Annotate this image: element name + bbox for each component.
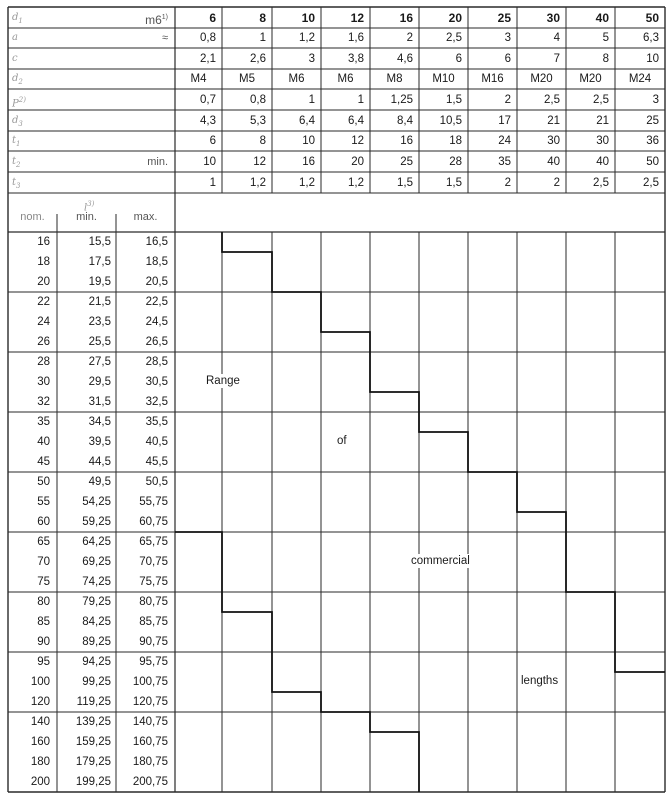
length-min: 59,25 <box>82 516 111 528</box>
value-cell: 10 <box>646 52 659 65</box>
value-cell: 6 <box>455 52 462 65</box>
length-nom: 32 <box>37 396 50 408</box>
length-min: 89,25 <box>82 636 111 648</box>
range-label-of: of <box>334 434 350 448</box>
length-max: 60,75 <box>139 516 168 528</box>
value-cell: 12 <box>350 10 364 25</box>
value-cell: M4 <box>190 73 207 85</box>
length-nom: 18 <box>37 256 50 268</box>
value-cell: 1,2 <box>299 32 315 44</box>
value-cell: 18 <box>449 135 462 147</box>
value-cell: 2,6 <box>250 52 266 65</box>
length-nom: 180 <box>30 756 50 768</box>
row-symbol <box>12 49 18 69</box>
length-max: 28,5 <box>145 356 168 368</box>
value-cell: 24 <box>498 135 511 147</box>
value-cell: 1 <box>357 93 364 106</box>
value-cell: 3 <box>652 93 659 106</box>
value-cell: M24 <box>628 73 652 85</box>
value-cell: 1 <box>259 32 266 44</box>
length-min: 84,25 <box>82 616 111 628</box>
value-cell: 10 <box>203 155 216 168</box>
value-cell: 8 <box>259 10 266 25</box>
value-cell: 1,6 <box>348 32 364 44</box>
length-nom: 22 <box>37 296 50 308</box>
value-cell: 2,5 <box>593 93 609 106</box>
value-cell: M10 <box>432 73 455 85</box>
length-min: 23,5 <box>88 316 111 328</box>
value-cell: 1,5 <box>397 176 413 189</box>
length-nom: 45 <box>37 456 50 468</box>
value-cell: M6 <box>288 73 305 85</box>
length-min: 29,5 <box>88 376 111 388</box>
value-cell: 1,25 <box>390 93 413 106</box>
value-cell: 12 <box>253 155 266 168</box>
symbol-subscript: 1 <box>16 140 21 148</box>
length-nom: 28 <box>37 356 50 368</box>
length-max: 24,5 <box>145 316 168 328</box>
value-cell: 6,4 <box>348 114 364 127</box>
row-qualifier <box>60 28 168 48</box>
length-max: 30,5 <box>145 376 168 388</box>
length-nom: 95 <box>37 656 50 668</box>
value-cell: 1 <box>209 176 216 189</box>
value-cell: 5,3 <box>250 114 266 127</box>
length-min: 179,25 <box>75 756 111 768</box>
symbol-subscript: 3 <box>18 119 23 128</box>
value-cell: 25 <box>646 114 659 127</box>
length-min: 74,25 <box>82 576 111 588</box>
value-cell: 4,6 <box>397 52 413 65</box>
symbol-subscript: 3 <box>16 181 21 190</box>
length-max: 85,75 <box>139 616 168 628</box>
value-cell: M20 <box>530 73 553 85</box>
length-min: 27,5 <box>88 356 111 368</box>
value-cell: 6 <box>209 135 216 147</box>
value-cell: 36 <box>646 135 659 147</box>
length-max: 70,75 <box>139 556 168 568</box>
length-max: 120,75 <box>132 696 168 708</box>
col-header-min: min. <box>76 211 97 223</box>
value-cell: M20 <box>579 73 602 85</box>
length-max: 35,5 <box>145 416 168 428</box>
length-nom: 50 <box>37 476 50 488</box>
row-qualifier <box>60 8 168 30</box>
length-min: 54,25 <box>82 496 111 508</box>
value-cell: 5 <box>602 32 609 44</box>
range-lower-step-line <box>175 532 419 792</box>
value-cell: 2,1 <box>200 52 216 65</box>
value-cell: 12 <box>351 135 364 147</box>
value-cell: 10 <box>302 135 315 147</box>
length-nom: 75 <box>37 576 50 588</box>
value-cell: 0,8 <box>250 93 266 106</box>
value-cell: 20 <box>351 155 364 168</box>
length-symbol-footnote: 3) <box>87 200 95 208</box>
value-cell: 50 <box>645 10 659 25</box>
range-upper-step-line <box>222 232 665 672</box>
length-max: 20,5 <box>145 276 168 288</box>
length-min: 49,5 <box>88 476 111 488</box>
value-cell: 2 <box>504 93 511 106</box>
value-cell: 1,2 <box>348 176 364 189</box>
value-cell: 8 <box>602 52 609 65</box>
length-max: 90,75 <box>139 636 168 648</box>
value-cell: 40 <box>596 155 609 168</box>
value-cell: 28 <box>449 155 462 168</box>
value-cell: 17 <box>498 114 511 127</box>
value-cell: 40 <box>595 10 609 25</box>
col-header-max: max. <box>133 211 158 223</box>
row-symbol <box>12 152 21 175</box>
length-nom: 160 <box>30 736 50 748</box>
value-cell: 30 <box>546 10 560 25</box>
value-cell: 35 <box>498 155 511 168</box>
value-cell: 3 <box>308 52 315 65</box>
col-header-nom: nom. <box>20 211 45 223</box>
length-min: 34,5 <box>88 416 111 428</box>
qualifier-text: min. <box>147 155 168 168</box>
value-cell: 16 <box>399 10 413 25</box>
value-cell: 0,8 <box>200 32 216 44</box>
value-cell: 2,5 <box>446 32 462 44</box>
symbol-letter: a <box>12 32 18 43</box>
value-cell: 8 <box>259 135 266 147</box>
symbol-footnote: 2) <box>18 95 26 104</box>
length-min: 17,5 <box>88 256 111 268</box>
value-cell: 25 <box>497 10 511 25</box>
length-nom: 90 <box>37 636 50 648</box>
length-nom: 85 <box>37 616 50 628</box>
symbol-subscript: 1 <box>18 16 23 25</box>
value-cell: 8,4 <box>397 114 413 127</box>
value-cell: 2,5 <box>593 176 609 189</box>
length-max: 140,75 <box>132 716 168 728</box>
value-cell: 1,2 <box>299 176 315 189</box>
value-cell: 21 <box>547 114 560 127</box>
length-max: 180,75 <box>132 756 168 768</box>
row-symbol <box>12 173 21 196</box>
value-cell: 1 <box>308 93 315 106</box>
value-cell: 1,5 <box>446 176 462 189</box>
symbol-subscript: 2 <box>16 160 21 169</box>
length-nom: 120 <box>30 696 50 708</box>
value-cell: 30 <box>547 135 560 147</box>
value-cell: 2 <box>406 32 413 44</box>
value-cell: 2 <box>504 176 511 189</box>
symbol-letter: d <box>12 11 19 23</box>
length-nom: 30 <box>37 376 50 388</box>
value-cell: 30 <box>596 135 609 147</box>
value-cell: 6 <box>209 10 216 25</box>
symbol-letter: d <box>12 114 19 126</box>
value-cell: 0,7 <box>200 93 216 106</box>
symbol-letter: t <box>12 135 17 146</box>
value-cell: 25 <box>400 155 413 168</box>
value-cell: 3 <box>504 32 511 44</box>
value-cell: 6,4 <box>299 114 315 127</box>
value-cell: M6 <box>337 73 354 85</box>
value-cell: M8 <box>386 73 403 85</box>
value-cell: 10 <box>301 10 315 25</box>
value-cell: 6,3 <box>643 32 659 44</box>
range-label-range: Range <box>203 374 243 388</box>
length-min: 64,25 <box>82 536 111 548</box>
value-cell: 16 <box>302 155 315 168</box>
length-symbol-letter: l <box>84 202 88 214</box>
value-cell: 20 <box>448 10 462 25</box>
value-cell: M5 <box>239 73 255 85</box>
qualifier-footnote: 1) <box>161 13 168 21</box>
length-max: 95,75 <box>139 656 168 668</box>
row-symbol <box>12 28 18 48</box>
value-cell: 4 <box>553 32 560 44</box>
length-nom: 60 <box>37 516 50 528</box>
value-cell: 3,8 <box>348 52 364 65</box>
value-cell: 2,5 <box>544 93 560 106</box>
value-cell: 4,3 <box>200 114 216 127</box>
length-nom: 16 <box>37 236 50 248</box>
length-min: 44,5 <box>88 456 111 468</box>
length-max: 40,5 <box>145 436 168 448</box>
length-nom: 40 <box>37 436 50 448</box>
length-min: 21,5 <box>88 296 111 308</box>
length-nom: 200 <box>30 776 50 788</box>
length-min: 139,25 <box>75 716 111 728</box>
qualifier-text: ≈ <box>161 32 168 44</box>
length-min: 99,25 <box>82 676 111 688</box>
length-nom: 80 <box>37 596 50 608</box>
length-min: 159,25 <box>75 736 111 748</box>
length-max: 100,75 <box>132 676 168 688</box>
symbol-subscript: 2 <box>18 78 23 86</box>
length-min: 31,5 <box>88 396 111 408</box>
length-max: 55,75 <box>139 496 168 508</box>
value-cell: 7 <box>553 52 560 65</box>
symbol-letter: d <box>12 73 19 84</box>
length-min: 199,25 <box>75 776 111 788</box>
length-nom: 20 <box>37 276 50 288</box>
length-max: 32,5 <box>145 396 168 408</box>
length-max: 22,5 <box>145 296 168 308</box>
length-max: 50,5 <box>145 476 168 488</box>
length-nom: 65 <box>37 536 50 548</box>
range-label-commercial: commercial <box>408 554 473 568</box>
symbol-letter: P <box>12 97 19 109</box>
symbol-letter: c <box>12 52 18 64</box>
qualifier-text: m6 <box>145 12 162 27</box>
length-nom: 35 <box>37 416 50 428</box>
length-min: 119,25 <box>76 696 111 708</box>
length-nom: 26 <box>37 336 50 348</box>
value-cell: 21 <box>596 114 609 127</box>
value-cell: 50 <box>646 155 659 168</box>
length-max: 160,75 <box>132 736 168 748</box>
length-nom: 100 <box>30 676 50 688</box>
length-max: 200,75 <box>132 776 168 788</box>
length-max: 45,5 <box>145 456 168 468</box>
value-cell: 10,5 <box>439 114 462 127</box>
length-min: 25,5 <box>88 336 111 348</box>
value-cell: 2,5 <box>643 176 659 189</box>
value-cell: 16 <box>400 135 413 147</box>
value-cell: 1,5 <box>446 93 462 106</box>
length-nom: 55 <box>37 496 50 508</box>
length-nom: 140 <box>30 716 50 728</box>
range-label-lengths: lengths <box>518 674 561 688</box>
length-min: 15,5 <box>88 236 111 248</box>
value-cell: M16 <box>481 73 504 85</box>
length-min: 19,5 <box>88 276 111 288</box>
length-max: 18,5 <box>145 256 168 268</box>
value-cell: 40 <box>547 155 560 168</box>
length-min: 69,25 <box>82 556 111 568</box>
row-qualifier <box>60 152 168 172</box>
length-min: 94,25 <box>82 656 111 668</box>
symbol-letter: t <box>12 155 17 167</box>
length-max: 16,5 <box>145 236 168 248</box>
value-cell: 1,2 <box>250 176 266 189</box>
length-min: 79,25 <box>82 596 111 608</box>
length-max: 26,5 <box>145 336 168 348</box>
length-max: 80,75 <box>139 596 168 608</box>
length-max: 75,75 <box>139 576 168 588</box>
length-max: 65,75 <box>139 536 168 548</box>
value-cell: 2 <box>553 176 560 189</box>
symbol-letter: t <box>12 176 17 188</box>
length-min: 39,5 <box>88 436 111 448</box>
length-nom: 24 <box>37 316 50 328</box>
length-nom: 70 <box>37 556 50 568</box>
value-cell: 6 <box>504 52 511 65</box>
